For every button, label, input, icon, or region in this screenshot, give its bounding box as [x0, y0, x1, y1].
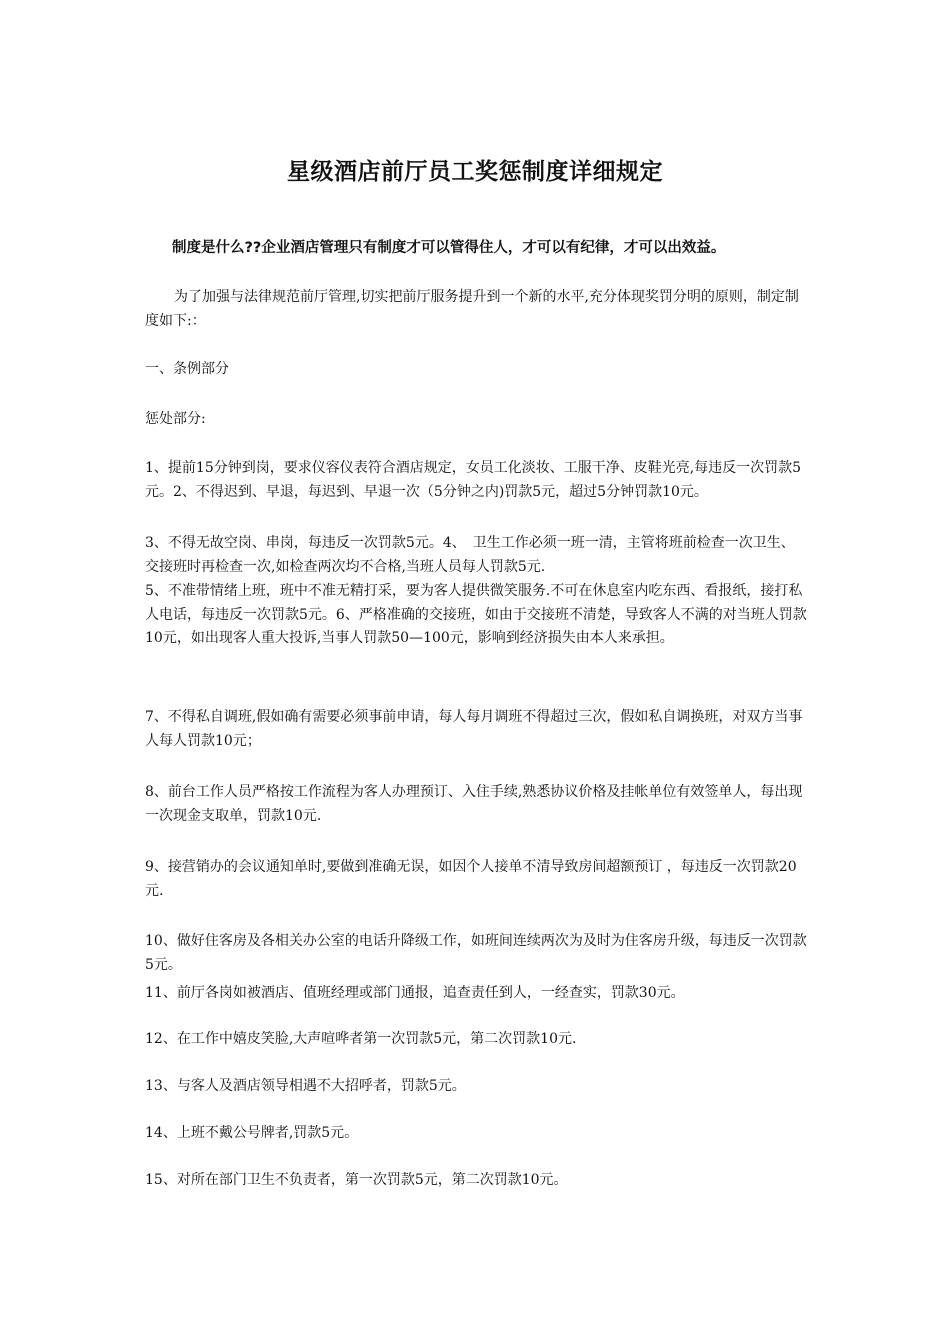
rule-paragraph: 15、对所在部门卫生不负责者，第一次罚款5元，第二次罚款10元。 [145, 1172, 568, 1188]
rule-paragraph: 3、不得无故空岗、串岗，每违反一次罚款5元。4、 卫生工作必须一班一清，主管将班前检查一次卫生、交接班时再检查一次,如检查两次均不合格,当班人员每人罚款5元. [145, 535, 795, 575]
rule-paragraph: 12、在工作中嬉皮笑脸,大声喧哗者第一次罚款5元，第二次罚款10元. [145, 1031, 577, 1047]
rule-paragraph: 14、上班不戴公号牌者,罚款5元。 [145, 1125, 359, 1141]
rule-paragraph: 7、不得私自调班,假如确有需要必须事前申请，每人每月调班不得超过三次，假如私自调换班，对双方当事人每人罚款10元； [145, 709, 803, 749]
sub-heading: 惩处部分: [145, 411, 206, 427]
document-subtitle: 制度是什么??企业酒店管理只有制度才可以管得住人，才可以有纪律，才可以出效益。 [172, 240, 726, 256]
rule-paragraph: 1、提前15分钟到岗，要求仪容仪表符合酒店规定，女员工化淡妆、工服干净、皮鞋光亮,每违反一次罚款5元。2、不得迟到、早退，每迟到、早退一次（5分钟之内)罚款5元，超过5分钟罚款10元。 [145, 460, 802, 500]
rule-paragraph: 10、做好住客房及各相关办公室的电话升降级工作，如班间连续两次为及时为住客房升级，每违反一次罚款5元。 [145, 933, 807, 973]
rule-paragraph: 13、与客人及酒店领导相遇不大招呼者，罚款5元。 [145, 1078, 466, 1094]
rule-paragraph: 9、接营销办的会议通知单时,要做到准确无误，如因个人接单不清导致房间超额预订 ，每违反一次罚款20元. [145, 859, 797, 899]
section-heading: 一、条例部分 [145, 361, 229, 377]
rule-paragraph: 11、前厅各岗如被酒店、值班经理或部门通报，追查责任到人，一经查实，罚款30元。 [145, 985, 685, 1001]
intro-paragraph: 为了加强与法律规范前厅管理,切实把前厅服务提升到一个新的水平,充分体现奖罚分明的原则，制定制度如下:： [145, 289, 799, 329]
rule-paragraph: 5、不准带情绪上班，班中不准无精打采，要为客人提供微笑服务.不可在休息室内吃东西、看报纸，接打私人电话，每违反一次罚款5元。6、严格准确的交接班，如由于交接班不清楚，导致客人不满的对当班人罚款10元，如出现客人重大投诉,当事人罚款50—100元，影响到经济损失由本人来承担。 [145, 583, 807, 646]
rule-paragraph: 8、前台工作人员严格按工作流程为客人办理预订、入住手续,熟悉协议价格及挂帐单位有效签单人，每出现一次现金支取单，罚款10元. [145, 784, 803, 824]
document-title: 星级酒店前厅员工奖惩制度详细规定 [287, 159, 663, 185]
